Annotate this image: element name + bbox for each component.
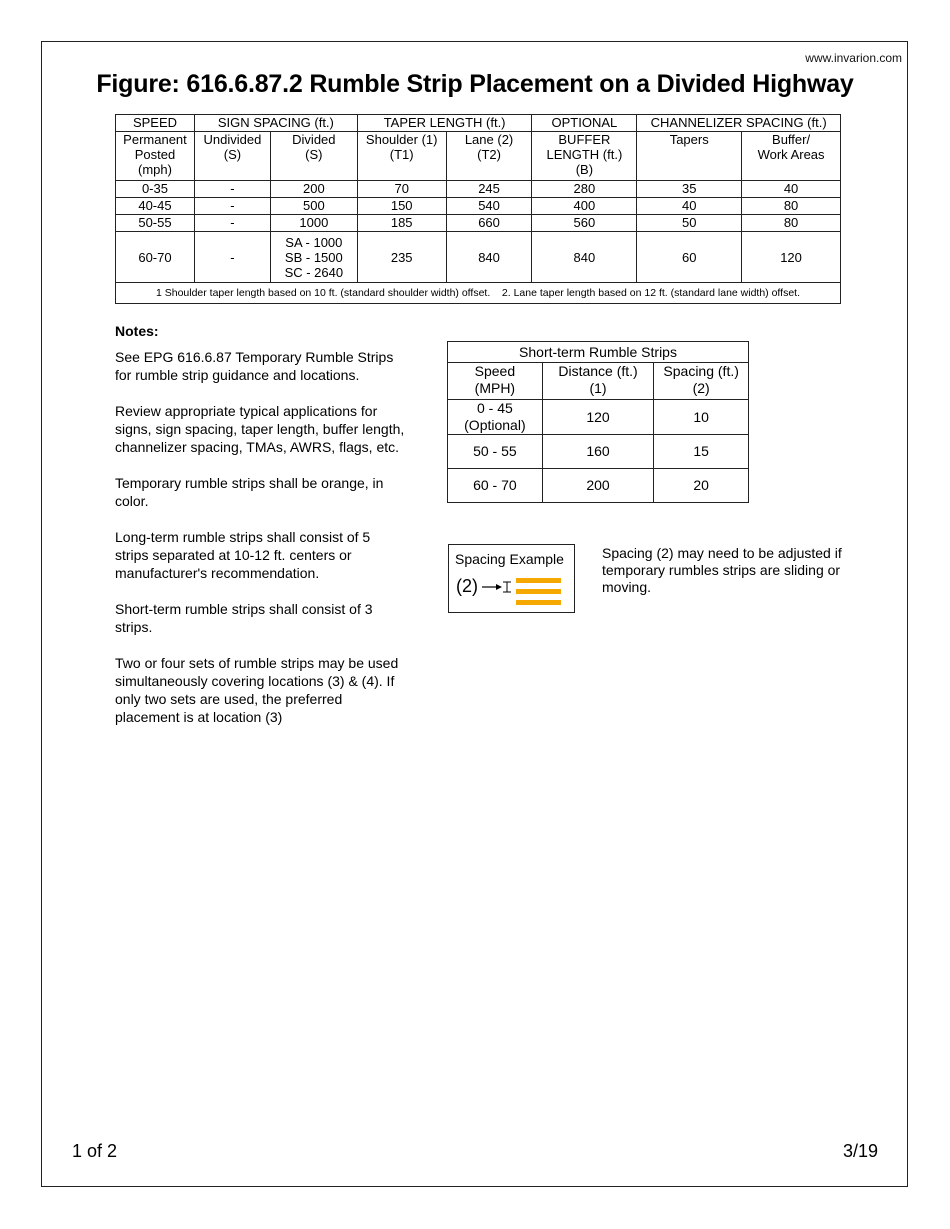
cell-shoulder: 235 (357, 232, 446, 283)
cell-speed: 0-35 (116, 181, 195, 198)
spacing-note: Spacing (2) may need to be adjusted if temporary rumbles strips are sliding or moving. (602, 545, 842, 595)
table-footnote: 1 Shoulder taper length based on 10 ft. (standard shoulder width) offset. 2. Lane taper length based on 12 ft. (standard lane width) offset. (116, 283, 841, 304)
cell-tapers: 35 (637, 181, 742, 198)
notes-section (115, 322, 405, 744)
column-header-row (116, 132, 841, 181)
rumble-strip (516, 578, 561, 583)
group-header-channelizer-spacing: CHANNELIZER SPACING (ft.) (637, 115, 841, 132)
cell-buffer: 280 (532, 181, 637, 198)
cell-divided (270, 232, 357, 283)
cell-work-areas: 40 (742, 181, 841, 198)
cell-buffer: 400 (532, 198, 637, 215)
cell-distance: 200 (542, 469, 654, 503)
column-header-line: Tapers (669, 132, 709, 147)
cell-line: SA - 1000 (285, 234, 343, 250)
column-header-line: (mph) (138, 162, 172, 177)
column-header (446, 132, 532, 181)
table-row (116, 181, 841, 198)
cell-speed (448, 400, 543, 435)
placement-table (115, 114, 841, 304)
cell-buffer: 560 (532, 215, 637, 232)
note-paragraph: See EPG 616.6.87 Temporary Rumble Strips for rumble strip guidance and locations. (115, 349, 394, 383)
column-header (742, 132, 841, 181)
column-header-line: (S) (305, 147, 323, 162)
cell-divided (270, 198, 357, 215)
notes-heading: Notes: (115, 323, 159, 339)
note-paragraph: Review appropriate typical applications for signs, sign spacing, taper length, buffer length, channelizer spacing, TMAs, AWRS, flags, etc. (115, 403, 405, 455)
cell-distance: 160 (542, 435, 654, 469)
cell-speed (448, 435, 543, 469)
cell-work-areas: 80 (742, 198, 841, 215)
short-term-title-row (448, 342, 749, 363)
cell-line: SC - 2640 (284, 264, 344, 280)
column-header-line: LENGTH (ft.) (546, 147, 623, 162)
column-header-line: Undivided (203, 132, 262, 147)
cell-lane: 245 (446, 181, 532, 198)
column-header (270, 132, 357, 181)
short-term-row (448, 435, 749, 469)
group-header-row (116, 115, 841, 132)
cell-work-areas: 80 (742, 215, 841, 232)
cell-distance: 120 (542, 400, 654, 435)
cell-line: 50 - 55 (473, 443, 517, 459)
cell-undivided: - (194, 215, 270, 232)
cell-line: 1000 (299, 215, 329, 230)
cell-speed: 40-45 (116, 198, 195, 215)
cell-buffer: 840 (532, 232, 637, 283)
cell-shoulder: 70 (357, 181, 446, 198)
cell-tapers: 60 (637, 232, 742, 283)
spacing-diagram (449, 545, 576, 614)
column-header (532, 132, 637, 181)
column-header (357, 132, 446, 181)
column-header-line: Divided (292, 132, 336, 147)
cell-shoulder: 185 (357, 215, 446, 232)
cell-lane: 540 (446, 198, 532, 215)
cell-line: SB - 1500 (284, 249, 343, 265)
column-header-line: Lane (2) (464, 132, 514, 147)
rumble-strip (516, 600, 561, 605)
arrow-head-icon (496, 584, 502, 590)
column-header-line: (T2) (477, 147, 501, 162)
short-term-row (448, 400, 749, 435)
short-term-column-header (654, 363, 749, 400)
group-header-sign-spacing: SIGN SPACING (ft.) (194, 115, 357, 132)
spacing-example-box (448, 544, 575, 613)
column-header-line: (B) (575, 162, 594, 177)
cell-speed (448, 469, 543, 503)
revision-date: 3/19 (842, 1141, 878, 1161)
cell-undivided: - (194, 181, 270, 198)
column-header-line: Posted (134, 147, 176, 162)
column-header-line: (T1) (389, 147, 414, 162)
column-header-line: Shoulder (1) (365, 132, 438, 147)
cell-divided (270, 215, 357, 232)
cell-speed: 60-70 (116, 232, 195, 283)
column-header (116, 132, 195, 181)
column-header (194, 132, 270, 181)
cell-shoulder: 150 (357, 198, 446, 215)
short-term-column-header (542, 363, 654, 400)
group-header-taper-length: TAPER LENGTH (ft.) (357, 115, 532, 132)
note-paragraph: Temporary rumble strips shall be orange, in color. (115, 475, 384, 509)
cell-tapers: 50 (637, 215, 742, 232)
column-header-line: Buffer/ (772, 132, 811, 147)
group-header-optional: OPTIONAL (532, 115, 637, 132)
cell-tapers: 40 (637, 198, 742, 215)
short-term-title: Short-term Rumble Strips (448, 342, 749, 363)
cell-lane: 840 (446, 232, 532, 283)
spacing-example-label: (2) (456, 576, 478, 596)
cell-work-areas: 120 (742, 232, 841, 283)
note-paragraph: Long-term rumble strips shall consist of 5 strips separated at 10-12 ft. centers or manufacturer's recommendation. (115, 529, 371, 581)
site-url: www.invarion.com (805, 51, 902, 65)
short-term-table (447, 341, 749, 503)
cell-undivided: - (194, 232, 270, 283)
column-header-line: Distance (ft.) (558, 363, 638, 379)
column-header (637, 132, 742, 181)
column-header-line: (S) (223, 147, 242, 162)
short-term-header-row (448, 363, 749, 400)
cell-line: 200 (302, 181, 325, 196)
cell-spacing: 15 (654, 435, 749, 469)
group-header-speed: SPEED (116, 115, 195, 132)
cell-line: 500 (302, 198, 325, 213)
column-header-line: (2) (692, 380, 710, 396)
note-paragraph: Short-term rumble strips shall consist of 3 strips. (115, 601, 373, 635)
spacing-example-title: Spacing Example (455, 551, 564, 567)
cell-spacing: 10 (654, 400, 749, 435)
cell-line: 0 - 45 (476, 400, 513, 416)
short-term-column-header (448, 363, 543, 400)
table-row (116, 232, 841, 283)
cell-lane: 660 (446, 215, 532, 232)
table-row (116, 215, 841, 232)
column-header-line: Permanent (123, 132, 187, 147)
column-header-line: BUFFER (558, 132, 611, 147)
column-header-line: Work Areas (757, 147, 825, 162)
column-header-line: Speed (474, 363, 516, 379)
cell-divided (270, 181, 357, 198)
table-row (116, 198, 841, 215)
cell-speed: 50-55 (116, 215, 195, 232)
column-header-line: (1) (589, 380, 607, 396)
column-header-line: Spacing (ft.) (663, 363, 739, 379)
rumble-strip (516, 589, 561, 594)
short-term-row (448, 469, 749, 503)
page-count: 1 of 2 (72, 1141, 118, 1161)
cell-undivided: - (194, 198, 270, 215)
footnote-row (116, 283, 841, 304)
note-paragraph: Two or four sets of rumble strips may be used simultaneously covering locations (3) & (4). If only two sets are used, the preferred placement is at location (3) (115, 655, 399, 725)
cell-line: (Optional) (464, 417, 526, 433)
cell-spacing: 20 (654, 469, 749, 503)
cell-line: 60 - 70 (473, 477, 517, 493)
figure-title: Figure: 616.6.87.2 Rumble Strip Placement on a Divided Highway (96, 70, 854, 98)
column-header-line: (MPH) (474, 380, 516, 396)
